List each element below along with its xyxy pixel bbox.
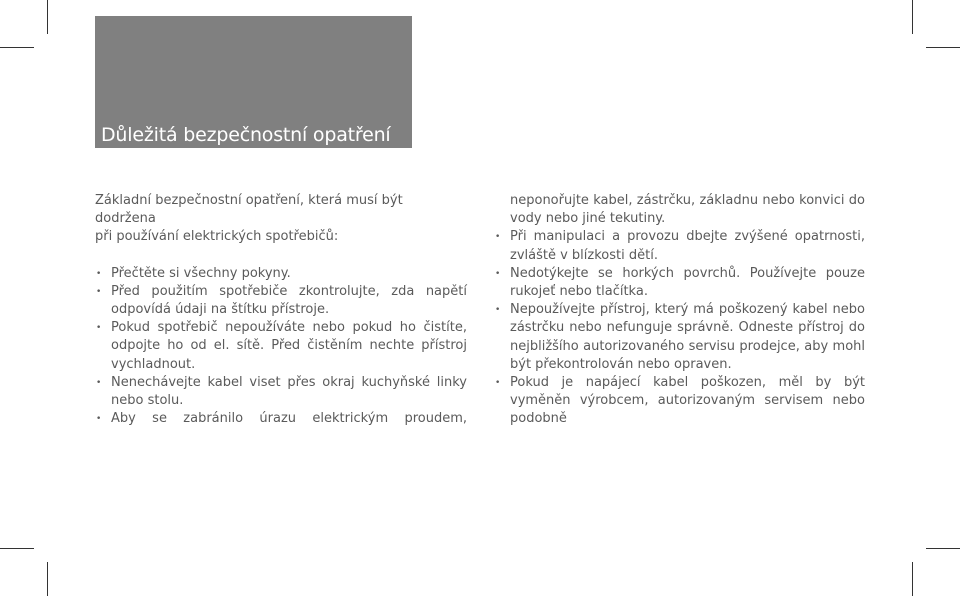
list-item: • Před použitím spotřebiče zkontrolujte, zda napětí odpovídá údaji na štítku přístroje. xyxy=(95,283,467,319)
section-header-box xyxy=(95,16,412,148)
crop-mark-top-right-vertical xyxy=(912,0,913,34)
crop-mark-bottom-right-vertical xyxy=(912,562,913,596)
intro-line-2: při používání elektrických spotřebičů: xyxy=(95,229,339,245)
intro-line-1: Základní bezpečnostní opatření, která musí být dodržena xyxy=(95,193,403,227)
crop-mark-top-left-horizontal xyxy=(0,47,34,48)
list-item: • Přečtěte si všechny pokyny. xyxy=(95,265,467,283)
crop-mark-top-right-horizontal xyxy=(926,47,960,48)
list-item: • Nepoužívejte přístroj, který má poškozený kabel nebo zástrčku nebo nefunguje správně. Odneste přístroj do nejbližšího autorizovaného servisu prodejce, aby mohl být překontrolován nebo opraven. xyxy=(494,301,865,374)
list-item: • Nenechávejte kabel viset přes okraj kuchyňské linky nebo stolu. xyxy=(95,374,467,410)
safety-list-right xyxy=(494,228,865,428)
section-title: Důležitá bezpečnostní opatření xyxy=(101,124,391,146)
list-item: • Při manipulaci a provozu dbejte zvýšené opatrnosti, zvláště v blízkosti dětí. xyxy=(494,228,865,264)
list-item: • Pokud je napájecí kabel poškozen, měl by být vyměněn výrobcem, autorizovaným servisem nebo podobně xyxy=(494,374,865,429)
crop-mark-bottom-right-horizontal xyxy=(926,548,960,549)
continued-text: neponořujte kabel, zástrčku, základnu nebo konvici do vody nebo jiné tekutiny. xyxy=(510,193,865,227)
intro-text xyxy=(95,192,467,247)
crop-mark-bottom-left-vertical xyxy=(47,562,48,596)
safety-list-left xyxy=(95,265,467,429)
left-column xyxy=(95,192,467,428)
list-item: • Nedotýkejte se horkých povrchů. Používejte pouze rukojeť nebo tlačítka. xyxy=(494,265,865,301)
list-item: • Pokud spotřebič nepoužíváte nebo pokud ho čistíte, odpojte ho od el. sítě. Před čistěním nechte přístroj vychladnout. xyxy=(95,319,467,374)
list-item: • Aby se zabránilo úrazu elektrickým proudem, xyxy=(95,410,467,428)
crop-mark-bottom-left-horizontal xyxy=(0,548,34,549)
right-column xyxy=(494,192,865,429)
crop-mark-top-left-vertical xyxy=(47,0,48,34)
